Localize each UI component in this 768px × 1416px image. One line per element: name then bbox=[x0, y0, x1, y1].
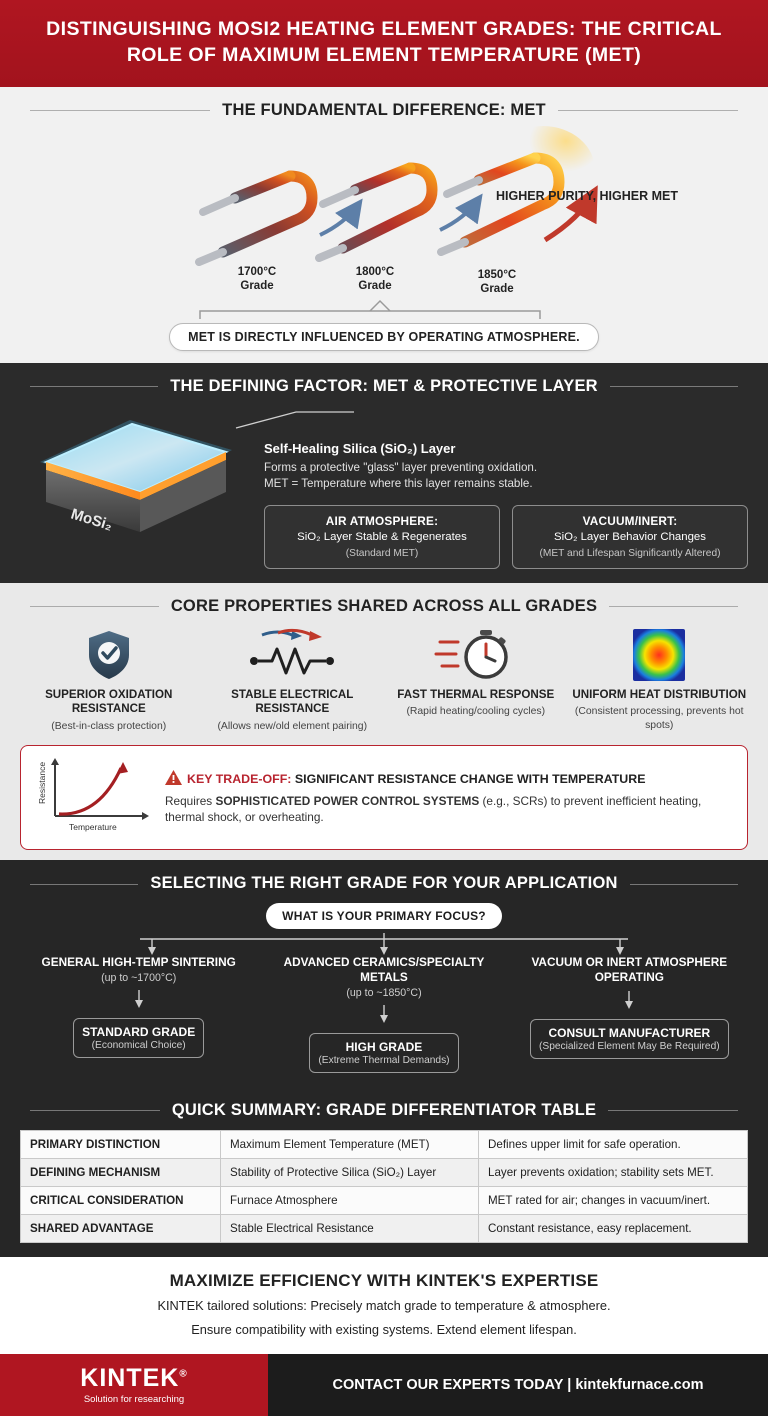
property-oxidation-resistance bbox=[20, 626, 198, 733]
arrow-down-icon bbox=[132, 990, 146, 1008]
warning-triangle-icon bbox=[165, 770, 182, 789]
section-fundamental-difference bbox=[0, 87, 768, 363]
property-uniform-heat bbox=[571, 626, 749, 733]
silica-layer-info bbox=[264, 406, 748, 569]
tradeoff-body-before: Requires bbox=[165, 793, 216, 808]
section-title-text: THE DEFINING FACTOR: MET & PROTECTIVE LAYER bbox=[158, 377, 610, 395]
branch-advanced-ceramics bbox=[265, 955, 502, 1072]
table-cell-mid: Maximum Element Temperature (MET) bbox=[221, 1130, 479, 1158]
stopwatch-icon bbox=[387, 626, 565, 684]
vacuum-box-sub: (MET and Lifespan Significantly Altered) bbox=[539, 547, 721, 559]
section-title-text: SELECTING THE RIGHT GRADE FOR YOUR APPLICATION bbox=[138, 874, 629, 892]
grade-differentiator-table bbox=[20, 1130, 748, 1243]
branch-general-sintering bbox=[20, 955, 257, 1072]
vacuum-box-desc: SiO₂ Layer Behavior Changes bbox=[554, 531, 706, 544]
table-row bbox=[21, 1130, 748, 1158]
property-stable-resistance bbox=[204, 626, 382, 733]
table-cell-key: SHARED ADVANTAGE bbox=[21, 1214, 221, 1242]
property-title: FAST THERMAL RESPONSE bbox=[397, 687, 555, 701]
heating-elements-illustration bbox=[20, 130, 748, 305]
section-title-text: CORE PROPERTIES SHARED ACROSS ALL GRADES bbox=[159, 597, 609, 615]
vacuum-inert-box bbox=[512, 505, 748, 568]
result-sub: (Extreme Thermal Demands) bbox=[318, 1054, 450, 1066]
arrow-down-icon bbox=[622, 991, 636, 1009]
table-cell-mid: Stability of Protective Silica (SiO₂) Layer bbox=[221, 1158, 479, 1186]
contact-bar[interactable]: CONTACT OUR EXPERTS TODAY | kintekfurnace.com bbox=[268, 1354, 768, 1416]
svg-text:Temperature: Temperature bbox=[69, 822, 117, 833]
cta-line-2: Ensure compatibility with existing systems. Extend element lifespan. bbox=[191, 1322, 577, 1338]
header bbox=[0, 0, 768, 87]
property-desc: (Rapid heating/cooling cycles) bbox=[406, 706, 546, 718]
property-desc: (Allows new/old element pairing) bbox=[217, 720, 368, 732]
table-cell-note: Layer prevents oxidation; stability sets MET. bbox=[479, 1158, 748, 1186]
property-title: SUPERIOR OXIDATION RESISTANCE bbox=[45, 687, 173, 716]
cta-line-1: KINTEK tailored solutions: Precisely match grade to temperature & atmosphere. bbox=[157, 1297, 611, 1313]
tradeoff-label: KEY TRADE-OFF: bbox=[187, 771, 292, 786]
key-tradeoff-callout bbox=[20, 745, 748, 850]
property-desc: (Consistent processing, prevents hot spots) bbox=[574, 706, 744, 731]
shield-check-icon bbox=[20, 626, 198, 684]
table-row bbox=[21, 1186, 748, 1214]
branch-title: VACUUM OR INERT ATMOSPHERE OPERATING bbox=[531, 955, 728, 984]
tradeoff-headline: SIGNIFICANT RESISTANCE CHANGE WITH TEMPERATURE bbox=[294, 771, 646, 786]
air-atmosphere-box bbox=[264, 505, 500, 568]
table-cell-note: Defines upper limit for safe operation. bbox=[479, 1130, 748, 1158]
section-grade-selection bbox=[0, 860, 768, 1088]
mosi2-slab-diagram bbox=[20, 406, 250, 541]
primary-focus-question: WHAT IS YOUR PRIMARY FOCUS? bbox=[266, 903, 502, 929]
heatmap-icon bbox=[571, 626, 749, 684]
result-title: STANDARD GRADE bbox=[82, 1024, 196, 1039]
property-fast-thermal-response bbox=[387, 626, 565, 733]
property-title: UNIFORM HEAT DISTRIBUTION bbox=[572, 687, 747, 701]
branch-title: GENERAL HIGH-TEMP SINTERING bbox=[41, 955, 236, 970]
leader-line bbox=[236, 408, 356, 430]
silica-layer-desc-1: Forms a protective "glass" layer preventing oxidation. bbox=[264, 460, 538, 474]
met-atmosphere-banner: MET IS DIRECTLY INFLUENCED BY OPERATING ATMOSPHERE. bbox=[169, 323, 599, 351]
silica-layer-title: Self-Healing Silica (SiO₂) Layer bbox=[264, 440, 456, 456]
property-desc: (Best-in-class protection) bbox=[51, 720, 167, 732]
result-high-grade bbox=[309, 1033, 458, 1073]
section-title bbox=[20, 597, 748, 616]
branch-sub: (up to ~1700°C) bbox=[101, 971, 177, 984]
result-title: CONSULT MANUFACTURER bbox=[548, 1025, 711, 1040]
svg-text:Resistance: Resistance bbox=[37, 762, 47, 805]
table-cell-key: PRIMARY DISTINCTION bbox=[21, 1130, 221, 1158]
property-title: STABLE ELECTRICAL RESISTANCE bbox=[231, 687, 354, 716]
section-title-text: QUICK SUMMARY: GRADE DIFFERENTIATOR TABLE bbox=[160, 1101, 608, 1119]
table-row bbox=[21, 1214, 748, 1242]
section-title bbox=[20, 1101, 748, 1120]
brand-block bbox=[0, 1354, 268, 1416]
branch-connectors bbox=[20, 933, 748, 955]
table-row bbox=[21, 1158, 748, 1186]
air-box-desc: SiO₂ Layer Stable & Regenerates bbox=[297, 531, 467, 544]
branch-vacuum-inert bbox=[511, 955, 748, 1072]
kintek-logo-text: KINTEK bbox=[80, 1364, 180, 1393]
branch-title: ADVANCED CERAMICS/SPECIALTY METALS bbox=[283, 955, 485, 984]
element-label-2: 1800°C Grade bbox=[355, 265, 395, 292]
cta-title: MAXIMIZE EFFICIENCY WITH KINTEK'S EXPERTISE bbox=[169, 1270, 599, 1290]
arrow-down-icon bbox=[377, 1005, 391, 1023]
silica-layer-desc-2: MET = Temperature where this layer remains stable. bbox=[264, 477, 533, 491]
element-label-3: 1850°C Grade bbox=[477, 268, 517, 295]
result-standard-grade bbox=[73, 1018, 204, 1058]
section-title-text: THE FUNDAMENTAL DIFFERENCE: MET bbox=[210, 101, 558, 119]
air-box-sub: (Standard MET) bbox=[345, 547, 419, 559]
element-label-1: 1700°C Grade bbox=[237, 265, 277, 292]
tradeoff-body-bold: SOPHISTICATED POWER CONTROL SYSTEMS bbox=[215, 793, 480, 808]
footer bbox=[0, 1354, 768, 1416]
bracket-connector bbox=[20, 305, 748, 319]
vacuum-box-title: VACUUM/INERT: bbox=[582, 514, 678, 529]
kintek-logo bbox=[80, 1364, 187, 1393]
table-cell-key: DEFINING MECHANISM bbox=[21, 1158, 221, 1186]
table-cell-mid: Furnace Atmosphere bbox=[221, 1186, 479, 1214]
higher-purity-callout: HIGHER PURITY, HIGHER MET bbox=[496, 188, 678, 203]
section-title bbox=[20, 874, 748, 893]
brand-tagline: Solution for researching bbox=[83, 1394, 185, 1406]
section-defining-factor bbox=[0, 363, 768, 583]
table-cell-key: CRITICAL CONSIDERATION bbox=[21, 1186, 221, 1214]
table-cell-mid: Stable Electrical Resistance bbox=[221, 1214, 479, 1242]
result-sub: (Economical Choice) bbox=[91, 1039, 186, 1051]
section-title bbox=[20, 101, 748, 120]
decision-branches bbox=[20, 955, 748, 1072]
registered-mark: ® bbox=[179, 1368, 188, 1380]
resistor-waveform-icon bbox=[204, 626, 382, 684]
tradeoff-body-after: (e.g., SCRs) to prevent inefficient heating, thermal shock, or overheating. bbox=[165, 793, 702, 825]
air-box-title: AIR ATMOSPHERE: bbox=[325, 514, 439, 529]
section-title bbox=[20, 377, 748, 396]
result-consult-manufacturer bbox=[530, 1019, 729, 1059]
result-title: HIGH GRADE bbox=[345, 1039, 423, 1054]
cta-section bbox=[0, 1257, 768, 1354]
branch-sub: (up to ~1850°C) bbox=[346, 986, 422, 999]
table-cell-note: MET rated for air; changes in vacuum/inert. bbox=[479, 1186, 748, 1214]
svg-text:MoSi₂: MoSi₂ bbox=[68, 505, 115, 534]
resistance-temperature-graph bbox=[33, 756, 153, 839]
page-title: DISTINGUISHING MOSI2 HEATING ELEMENT GRADES: THE CRITICAL ROLE OF MAXIMUM ELEMENT TEMPERATURE (MET) bbox=[46, 18, 722, 67]
result-sub: (Specialized Element May Be Required) bbox=[539, 1040, 720, 1052]
section-core-properties bbox=[0, 583, 768, 860]
table-cell-note: Constant resistance, easy replacement. bbox=[479, 1214, 748, 1242]
section-summary-table bbox=[0, 1089, 768, 1257]
